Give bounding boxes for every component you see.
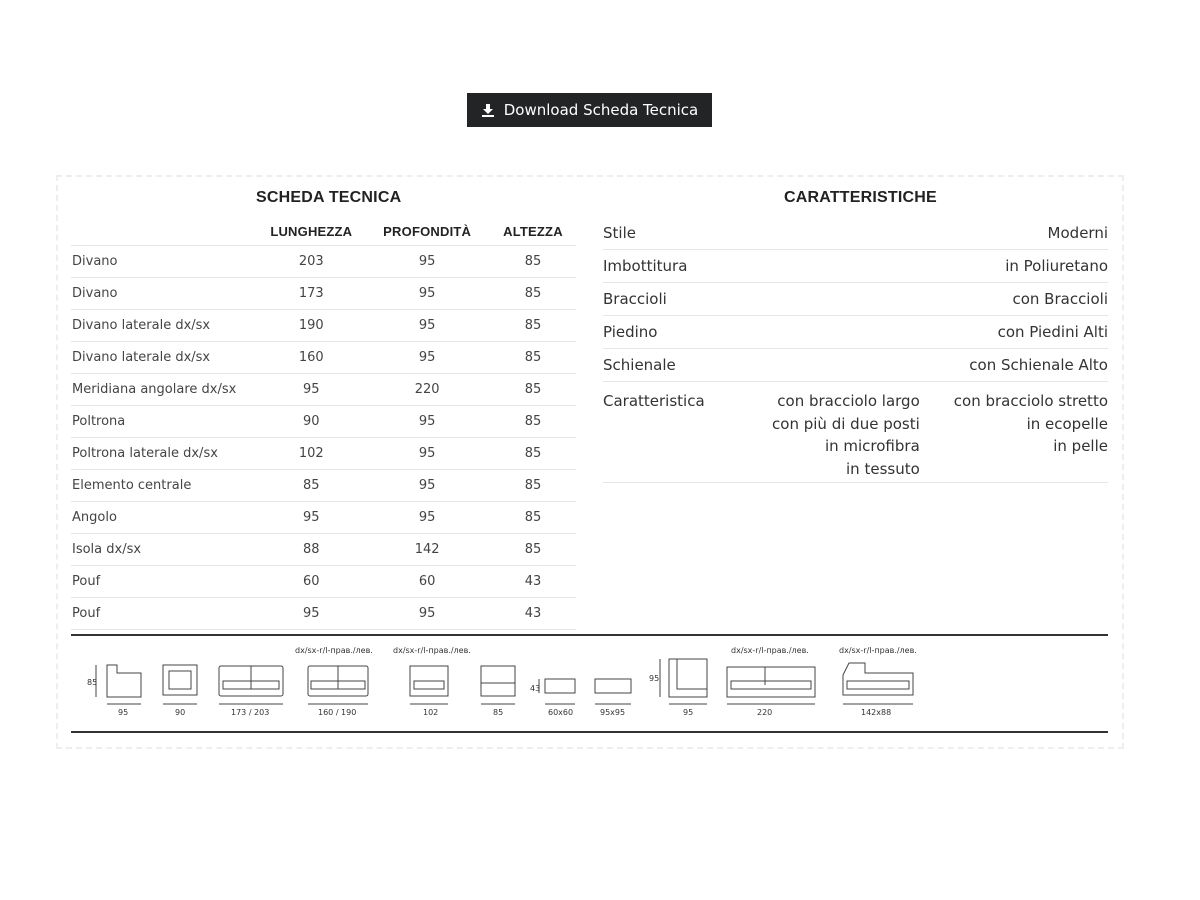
cell-lunghezza: 88 xyxy=(258,534,364,566)
feature-value: in pelle xyxy=(1053,437,1108,455)
diagram-bottom-rule xyxy=(71,731,1108,733)
diagram-note: dx/sx-r/l-прав./лев. xyxy=(295,646,373,655)
table-row xyxy=(71,342,576,374)
feature-value: con Schienale Alto xyxy=(969,356,1108,374)
feature-label: Stile xyxy=(603,224,636,242)
diagram-side-label: 85 xyxy=(87,678,98,687)
cell-altezza: 85 xyxy=(490,278,576,310)
feature-label: Schienale xyxy=(603,356,676,374)
diagram-dim-label: 90 xyxy=(175,708,186,717)
cell-altezza: 43 xyxy=(490,598,576,630)
cell-lunghezza: 173 xyxy=(258,278,364,310)
diagram-dim-label: 95 xyxy=(683,708,694,717)
cell-profondita: 95 xyxy=(364,278,490,310)
cell-name: Divano laterale dx/sx xyxy=(71,310,258,342)
diagram-note: dx/sx-r/l-прав./лев. xyxy=(731,646,809,655)
cell-profondita: 95 xyxy=(364,310,490,342)
cell-altezza: 85 xyxy=(490,502,576,534)
diagram-side-label: 95 xyxy=(649,674,660,683)
diagram-top-rule xyxy=(71,634,1108,636)
col-header-name xyxy=(71,217,258,246)
cell-profondita: 60 xyxy=(364,566,490,598)
download-label: Download Scheda Tecnica xyxy=(503,101,699,119)
cell-lunghezza: 95 xyxy=(258,374,364,406)
cell-name: Meridiana angolare dx/sx xyxy=(71,374,258,406)
diagram-dim-label: 220 xyxy=(757,708,773,717)
feature-value: in tessuto xyxy=(846,459,920,478)
diagram-side-label: 43 xyxy=(530,684,541,693)
cell-name: Pouf xyxy=(71,566,258,598)
caratteristiche-list xyxy=(603,217,1108,483)
feature-label: Braccioli xyxy=(603,290,667,308)
feature-value: con più di due posti xyxy=(772,414,920,433)
cell-name: Divano xyxy=(71,246,258,278)
feature-value: con bracciolo largo xyxy=(777,392,920,410)
table-row xyxy=(71,502,576,534)
cell-lunghezza: 160 xyxy=(258,342,364,374)
feature-value: in Poliuretano xyxy=(1005,257,1108,275)
table-row xyxy=(71,374,576,406)
feature-label: Piedino xyxy=(603,323,658,341)
cell-altezza: 85 xyxy=(490,374,576,406)
cell-name: Isola dx/sx xyxy=(71,534,258,566)
cell-lunghezza: 60 xyxy=(258,566,364,598)
table-row xyxy=(71,278,576,310)
feature-label: Caratteristica xyxy=(603,392,705,410)
cell-profondita: 95 xyxy=(364,246,490,278)
scheda-table xyxy=(71,217,576,630)
cell-altezza: 85 xyxy=(490,342,576,374)
cell-altezza: 85 xyxy=(490,470,576,502)
diagram-dim-label: 85 xyxy=(493,708,504,717)
cell-profondita: 95 xyxy=(364,406,490,438)
diagram-dim-label: 95 xyxy=(118,708,129,717)
feature-row-braccioli xyxy=(603,283,1108,316)
caratteristica-col-1 xyxy=(772,390,920,480)
cell-altezza: 85 xyxy=(490,406,576,438)
cell-name: Divano laterale dx/sx xyxy=(71,342,258,374)
diagram-dim-label: 95x95 xyxy=(600,708,626,717)
cell-name: Pouf xyxy=(71,598,258,630)
feature-row-imbottitura xyxy=(603,250,1108,283)
sofa-modules-diagram xyxy=(71,637,1108,731)
cell-lunghezza: 95 xyxy=(258,598,364,630)
feature-row-caratteristica xyxy=(603,382,1108,483)
diagram-dim-label: 160 / 190 xyxy=(318,708,357,717)
cell-altezza: 85 xyxy=(490,438,576,470)
cell-lunghezza: 102 xyxy=(258,438,364,470)
diagram-dim-label: 142x88 xyxy=(861,708,892,717)
cell-altezza: 85 xyxy=(490,310,576,342)
download-icon xyxy=(481,103,495,117)
diagram-dim-label: 60x60 xyxy=(548,708,574,717)
diagram-dim-label: 173 / 203 xyxy=(231,708,270,717)
download-scheda-button[interactable] xyxy=(467,93,712,127)
cell-profondita: 95 xyxy=(364,342,490,374)
cell-profondita: 95 xyxy=(364,502,490,534)
cell-profondita: 95 xyxy=(364,470,490,502)
caratteristiche-title: CARATTERISTICHE xyxy=(784,189,937,206)
col-header-altezza: ALTEZZA xyxy=(490,217,576,246)
cell-name: Poltrona xyxy=(71,406,258,438)
feature-value: Moderni xyxy=(1047,224,1108,242)
cell-altezza: 43 xyxy=(490,566,576,598)
feature-value: in ecopelle xyxy=(1026,414,1108,433)
cell-name: Divano xyxy=(71,278,258,310)
table-row xyxy=(71,310,576,342)
col-header-profondita: PROFONDITÀ xyxy=(364,217,490,246)
feature-value: con bracciolo stretto xyxy=(953,392,1108,410)
cell-name: Poltrona laterale dx/sx xyxy=(71,438,258,470)
table-row xyxy=(71,598,576,630)
table-row xyxy=(71,534,576,566)
diagram-note: dx/sx-r/l-прав./лев. xyxy=(839,646,917,655)
cell-profondita: 95 xyxy=(364,438,490,470)
table-row xyxy=(71,566,576,598)
cell-lunghezza: 203 xyxy=(258,246,364,278)
feature-value: in microfibra xyxy=(824,437,920,455)
table-row xyxy=(71,438,576,470)
table-row xyxy=(71,406,576,438)
cell-altezza: 85 xyxy=(490,534,576,566)
cell-profondita: 95 xyxy=(364,598,490,630)
cell-lunghezza: 190 xyxy=(258,310,364,342)
diagram-note: dx/sx-r/l-прав./лев. xyxy=(393,646,471,655)
feature-label: Imbottitura xyxy=(603,257,688,275)
feature-row-stile xyxy=(603,217,1108,250)
cell-name: Angolo xyxy=(71,502,258,534)
cell-altezza: 85 xyxy=(490,246,576,278)
feature-row-piedino xyxy=(603,316,1108,349)
scheda-title: SCHEDA TECNICA xyxy=(256,189,402,206)
cell-name: Elemento centrale xyxy=(71,470,258,502)
cell-lunghezza: 85 xyxy=(258,470,364,502)
col-header-lunghezza: LUNGHEZZA xyxy=(258,217,364,246)
diagram-dim-label: 102 xyxy=(423,708,439,717)
cell-lunghezza: 95 xyxy=(258,502,364,534)
cell-profondita: 142 xyxy=(364,534,490,566)
table-row xyxy=(71,246,576,278)
feature-row-schienale xyxy=(603,349,1108,382)
feature-value: con Braccioli xyxy=(1012,290,1108,308)
table-row xyxy=(71,470,576,502)
cell-profondita: 220 xyxy=(364,374,490,406)
cell-lunghezza: 90 xyxy=(258,406,364,438)
feature-value: con Piedini Alti xyxy=(997,323,1108,341)
caratteristica-col-2 xyxy=(954,390,1108,480)
